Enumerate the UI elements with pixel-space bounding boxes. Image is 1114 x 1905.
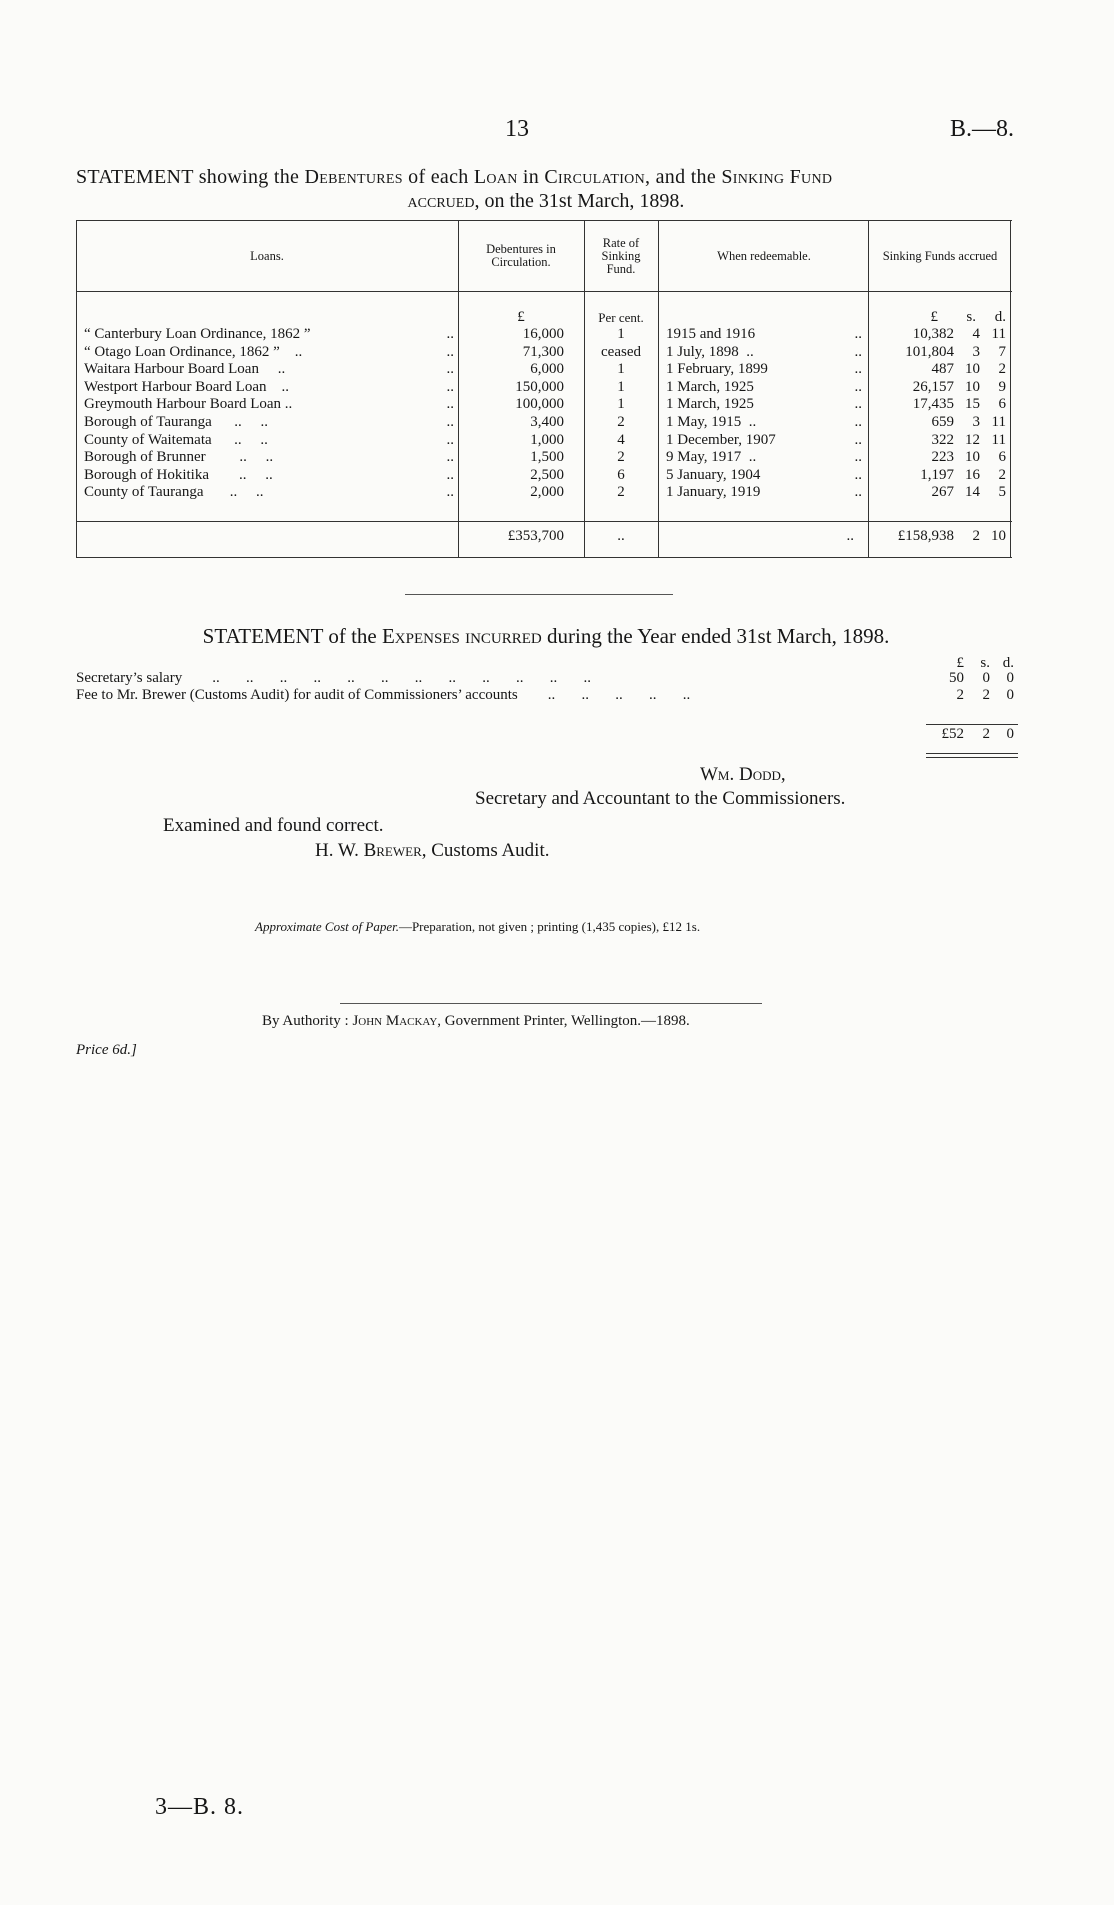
- cell-rate: 1: [617, 378, 625, 395]
- authority-divider: [340, 1003, 762, 1004]
- expense-pounds: 50: [949, 670, 964, 686]
- cell-pounds: 322: [931, 431, 954, 448]
- cell-debentures: 150,000: [515, 378, 564, 395]
- expenses-title: STATEMENT of the Expenses incurred during the Year ended 31st March, 1898.: [202, 624, 890, 648]
- cell-rate: 1: [617, 326, 625, 342]
- col-header-loans: Loans.: [250, 248, 284, 263]
- cell-debentures: 1,500: [530, 449, 564, 466]
- cell-red-dots: ..: [854, 396, 862, 413]
- total-redeemable: ..: [846, 528, 854, 544]
- cell-rate: 2: [617, 449, 625, 466]
- examined-note: Examined and found correct.: [163, 815, 384, 836]
- cell-loan: Borough of Brunner .. ..: [84, 449, 274, 466]
- cell-red-dots: ..: [854, 378, 862, 395]
- cell-pence: 9: [998, 378, 1006, 395]
- cell-loan: Westport Harbour Board Loan ..: [84, 378, 289, 395]
- cell-red-dots: ..: [854, 449, 862, 466]
- cell-shillings: 4: [972, 326, 980, 342]
- exp-unit-pounds: £: [956, 655, 964, 671]
- total-pounds: £158,938: [897, 528, 954, 544]
- cell-loan-dots: ..: [446, 414, 454, 430]
- cell-loan: “ Otago Loan Ordinance, 1862 ” ..: [84, 343, 303, 360]
- cell-rate: 1: [617, 361, 625, 378]
- cell-pence: 6: [998, 396, 1006, 413]
- auditor-line: H. W. Brewer, Customs Audit.: [315, 840, 550, 861]
- cell-red-dots: ..: [854, 431, 862, 448]
- cell-red-dots: ..: [854, 326, 862, 342]
- cell-loan: Greymouth Harbour Board Loan ..: [84, 396, 293, 413]
- cell-red-dots: ..: [854, 361, 862, 378]
- cell-pence: 7: [998, 343, 1006, 360]
- cell-pounds: 267: [931, 484, 954, 501]
- cell-rate: 6: [617, 466, 625, 483]
- cell-loan-dots: ..: [446, 431, 454, 448]
- unit-shillings: s.: [966, 309, 976, 325]
- cell-shillings: 3: [972, 343, 980, 360]
- expense-pence: 0: [1006, 670, 1014, 686]
- cell-debentures: 100,000: [515, 396, 564, 413]
- cell-pence: 2: [998, 361, 1006, 378]
- cell-redeemable: 1 July, 1898 ..: [666, 343, 754, 360]
- cell-red-dots: ..: [854, 343, 862, 360]
- expense-double-rule-bottom: [926, 757, 1018, 758]
- debentures-table: [76, 220, 1012, 558]
- unit-pence: d.: [994, 309, 1006, 325]
- cell-redeemable: 1 January, 1919: [666, 484, 761, 501]
- cell-pence: 11: [991, 326, 1006, 342]
- cell-pounds: 659: [931, 414, 954, 430]
- col-header-rate: Rate of Sinking Fund.: [601, 235, 641, 276]
- cell-red-dots: ..: [854, 484, 862, 501]
- unit-debentures: £: [517, 309, 525, 325]
- cell-rate: 4: [617, 431, 625, 448]
- cell-shillings: 15: [965, 396, 980, 413]
- cell-loan: Borough of Tauranga .. ..: [84, 414, 269, 430]
- cell-rate: 2: [617, 414, 625, 430]
- total-pence: 10: [991, 528, 1006, 544]
- cell-debentures: 6,000: [530, 361, 564, 378]
- cell-debentures: 16,000: [522, 326, 564, 342]
- expense-sum-rule: [926, 724, 1018, 725]
- cell-loan-dots: ..: [446, 466, 454, 483]
- signatory-title: Secretary and Accountant to the Commissioners.: [475, 788, 846, 809]
- cell-pounds: 26,157: [912, 378, 954, 395]
- expense-double-rule-top: [926, 753, 1018, 754]
- cell-pounds: 101,804: [905, 343, 954, 360]
- cell-loan-dots: ..: [446, 484, 454, 501]
- page-number: 13: [505, 116, 529, 142]
- price-note: Price 6d.]: [76, 1042, 137, 1058]
- total-debentures: £353,700: [507, 528, 564, 544]
- cell-loan-dots: ..: [446, 449, 454, 466]
- cell-debentures: 1,000: [530, 431, 564, 448]
- expense-label: Fee to Mr. Brewer (Customs Audit) for audit of Commissioners’ accounts .. .. .. .. ..: [76, 687, 691, 703]
- cost-note: Approximate Cost of Paper.—Preparation, not given ; printing (1,435 copies), £12 1s.: [255, 919, 701, 934]
- cell-shillings: 10: [965, 449, 980, 466]
- cell-shillings: 14: [965, 484, 980, 501]
- expense-pounds: 2: [956, 687, 964, 703]
- debentures-title-line2: accrued, on the 31st March, 1898.: [407, 190, 685, 212]
- printer-authority: By Authority : John Mackay, Government Printer, Wellington.—1898.: [262, 1013, 690, 1029]
- exp-total-shillings: 2: [982, 726, 990, 742]
- cell-pence: 6: [998, 449, 1006, 466]
- unit-rate: Per cent.: [598, 310, 644, 325]
- total-shillings: 2: [972, 528, 980, 544]
- cell-loan-dots: ..: [446, 343, 454, 360]
- cell-shillings: 16: [965, 466, 980, 483]
- cell-pence: 5: [998, 484, 1006, 501]
- col-header-sinking: Sinking Funds accrued: [882, 248, 998, 263]
- cell-pounds: 17,435: [912, 396, 954, 413]
- cell-debentures: 2,500: [530, 466, 564, 483]
- cell-redeemable: 1915 and 1916: [666, 326, 756, 342]
- expense-label: Secretary’s salary .. .. .. .. .. .. .. .. .. .. .. ..: [76, 670, 591, 686]
- document-reference: B.—8.: [950, 116, 1015, 142]
- cell-rate: ceased: [601, 343, 641, 360]
- cell-loan: Borough of Hokitika .. ..: [84, 466, 273, 483]
- cell-pounds: 1,197: [920, 466, 954, 483]
- cell-rate: 2: [617, 484, 625, 501]
- cell-pounds: 10,382: [912, 326, 954, 342]
- cell-pounds: 223: [931, 449, 954, 466]
- unit-pounds: £: [930, 309, 938, 325]
- debentures-title-line1: STATEMENT showing the Debentures of each Loan in Circulation, and the Sinking Fund: [76, 166, 833, 188]
- section-divider: [405, 594, 673, 595]
- cell-debentures: 3,400: [530, 414, 564, 430]
- cell-shillings: 12: [965, 431, 980, 448]
- expense-shillings: 2: [982, 687, 990, 703]
- cell-pence: 2: [998, 466, 1006, 483]
- cell-loan-dots: ..: [446, 361, 454, 378]
- total-rate: ..: [617, 528, 625, 544]
- cell-redeemable: 1 March, 1925: [666, 378, 754, 395]
- cell-shillings: 10: [965, 378, 980, 395]
- signatory-name: Wm. Dodd,: [700, 764, 786, 785]
- cell-loan-dots: ..: [446, 378, 454, 395]
- cell-redeemable: 1 February, 1899: [666, 361, 768, 378]
- cell-pence: 11: [991, 431, 1006, 448]
- expense-shillings: 0: [982, 670, 990, 686]
- cell-debentures: 2,000: [530, 484, 564, 501]
- cell-shillings: 3: [972, 414, 980, 430]
- cell-loan: County of Tauranga .. ..: [84, 484, 264, 501]
- col-header-debentures: Debentures in Circulation.: [486, 242, 556, 269]
- expense-pence: 0: [1006, 687, 1014, 703]
- exp-unit-shillings: s.: [980, 655, 990, 671]
- cell-loan-dots: ..: [446, 396, 454, 413]
- cell-pounds: 487: [931, 361, 954, 378]
- cell-rate: 1: [617, 396, 625, 413]
- cell-debentures: 71,300: [522, 343, 564, 360]
- cell-redeemable: 9 May, 1917 ..: [666, 449, 757, 466]
- cell-loan-dots: ..: [446, 326, 454, 342]
- cell-redeemable: 1 March, 1925: [666, 396, 754, 413]
- cell-redeemable: 1 May, 1915 ..: [666, 414, 757, 430]
- exp-total-pounds: £52: [941, 726, 964, 742]
- cell-loan: County of Waitemata .. ..: [84, 431, 268, 448]
- cell-red-dots: ..: [854, 466, 862, 483]
- cell-shillings: 10: [965, 361, 980, 378]
- exp-unit-pence: d.: [1002, 655, 1014, 671]
- col-header-redeemable: When redeemable.: [717, 248, 811, 263]
- cell-pence: 11: [991, 414, 1006, 430]
- cell-loan: Waitara Harbour Board Loan ..: [84, 361, 286, 378]
- cell-redeemable: 1 December, 1907: [666, 431, 776, 448]
- cell-loan: “ Canterbury Loan Ordinance, 1862 ”: [84, 326, 311, 342]
- footer-signature-mark: 3—B. 8.: [155, 1794, 245, 1820]
- exp-total-pence: 0: [1006, 726, 1014, 742]
- cell-red-dots: ..: [854, 414, 862, 430]
- cell-redeemable: 5 January, 1904: [666, 466, 761, 483]
